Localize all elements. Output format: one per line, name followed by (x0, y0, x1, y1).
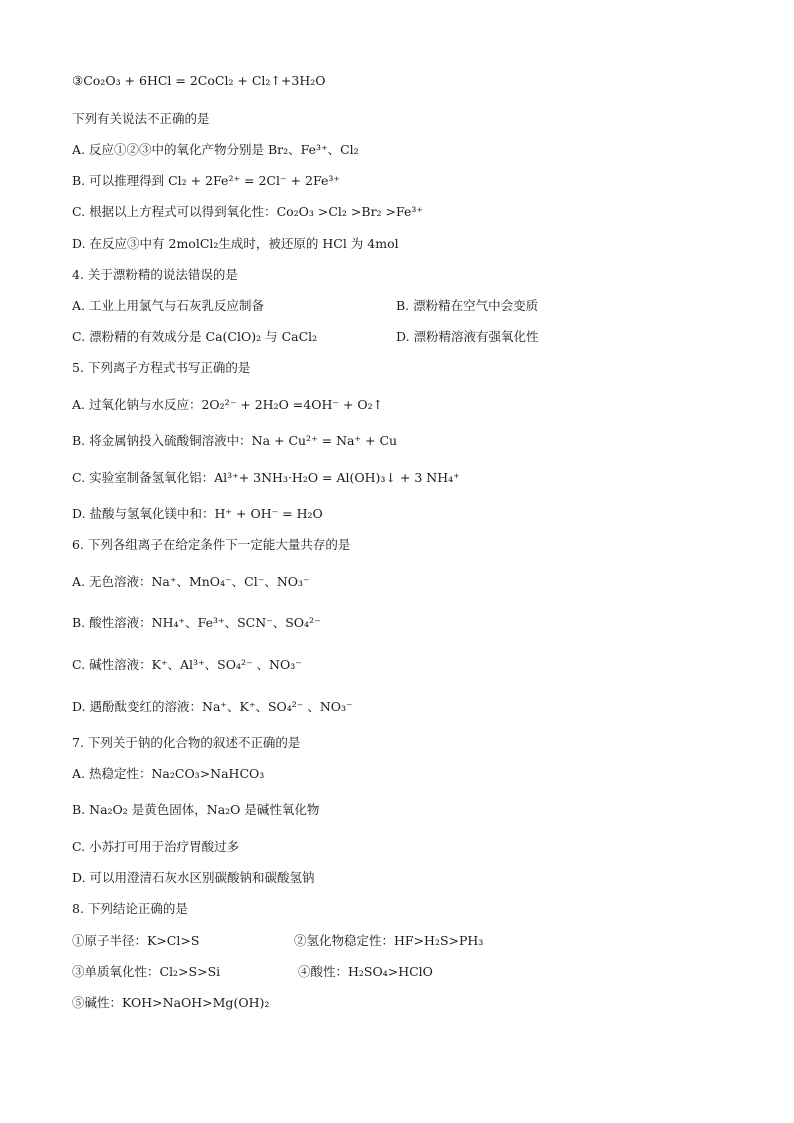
q5-option-b: B. 将金属钠投入硫酸铜溶液中：Na + Cu²⁺ = Na⁺ + Cu (72, 433, 398, 448)
q8-statement-5: ⑤碱性：KOH>NaOH>Mg(OH)₂ (72, 995, 270, 1010)
q8-statement-3: ③单质氧化性：Cl₂>S>Si (72, 964, 221, 979)
q6-option-d: D. 遇酚酞变红的溶液：Na⁺、K⁺、SO₄²⁻ 、NO₃⁻ (72, 699, 353, 714)
q4-option-c: C. 漂粉精的有效成分是 Ca(ClO)₂ 与 CaCl₂ (72, 329, 318, 344)
q5-stem: 5. 下列离子方程式书写正确的是 (72, 360, 251, 375)
q7-option-a: A. 热稳定性：Na₂CO₃>NaHCO₃ (72, 766, 265, 781)
q6-stem: 6. 下列各组离子在给定条件下一定能大量共存的是 (72, 537, 351, 552)
q7-stem: 7. 下列关于钠的化合物的叙述不正确的是 (72, 735, 301, 750)
q8-statement-2: ②氢化物稳定性：HF>H₂S>PH₃ (294, 933, 484, 948)
q5-option-c: C. 实验室制备氢氧化铝：Al³⁺+ 3NH₃·H₂O = Al(OH)₃↓ + 3 NH₄⁺ (72, 470, 460, 485)
q3-option-d: D. 在反应③中有 2molCl₂生成时，被还原的 HCl 为 4mol (72, 236, 399, 251)
q4-stem: 4. 关于漂粉精的说法错误的是 (72, 267, 238, 282)
q3-option-b: B. 可以推理得到 Cl₂ + 2Fe²⁺ = 2Cl⁻ + 2Fe³⁺ (72, 173, 340, 188)
q5-option-a: A. 过氧化钠与水反应：2O₂²⁻ + 2H₂O =4OH⁻ + O₂↑ (72, 397, 384, 412)
q4-option-d: D. 漂粉精溶液有强氧化性 (396, 329, 539, 344)
equation-3-text: Co₂O₃ + 6HCl = 2CoCl₂ + Cl₂↑+3H₂O (83, 73, 326, 88)
q4-option-b: B. 漂粉精在空气中会变质 (396, 298, 539, 313)
q7-option-b: B. Na₂O₂ 是黄色固体，Na₂O 是碱性氧化物 (72, 802, 320, 817)
q3-option-a: A. 反应①②③中的氧化产物分别是 Br₂、Fe³⁺、Cl₂ (72, 142, 359, 157)
q4-option-a: A. 工业上用氯气与石灰乳反应制备 (72, 298, 264, 313)
q5-option-d: D. 盐酸与氢氧化镁中和：H⁺ + OH⁻ = H₂O (72, 506, 323, 521)
q7-option-d: D. 可以用澄清石灰水区别碳酸钠和碳酸氢钠 (72, 870, 315, 885)
q6-option-a: A. 无色溶液：Na⁺、MnO₄⁻、Cl⁻、NO₃⁻ (72, 574, 310, 589)
q3-stem: 下列有关说法不正确的是 (72, 111, 210, 126)
q3-option-c: C. 根据以上方程式可以得到氧化性：Co₂O₃ >Cl₂ >Br₂ >Fe³⁺ (72, 204, 424, 219)
q7-option-c: C. 小苏打可用于治疗胃酸过多 (72, 839, 240, 854)
q6-option-b: B. 酸性溶液：NH₄⁺、Fe³⁺、SCN⁻、SO₄²⁻ (72, 615, 321, 630)
circled-number-3: ③ (72, 73, 84, 88)
q6-option-c: C. 碱性溶液：K⁺、Al³⁺、SO₄²⁻ 、NO₃⁻ (72, 657, 302, 672)
equation-3 (72, 72, 326, 90)
q8-stem: 8. 下列结论正确的是 (72, 901, 188, 916)
q8-statement-4: ④酸性：H₂SO₄>HClO (298, 964, 433, 979)
q8-statement-1: ①原子半径：K>Cl>S (72, 933, 200, 948)
